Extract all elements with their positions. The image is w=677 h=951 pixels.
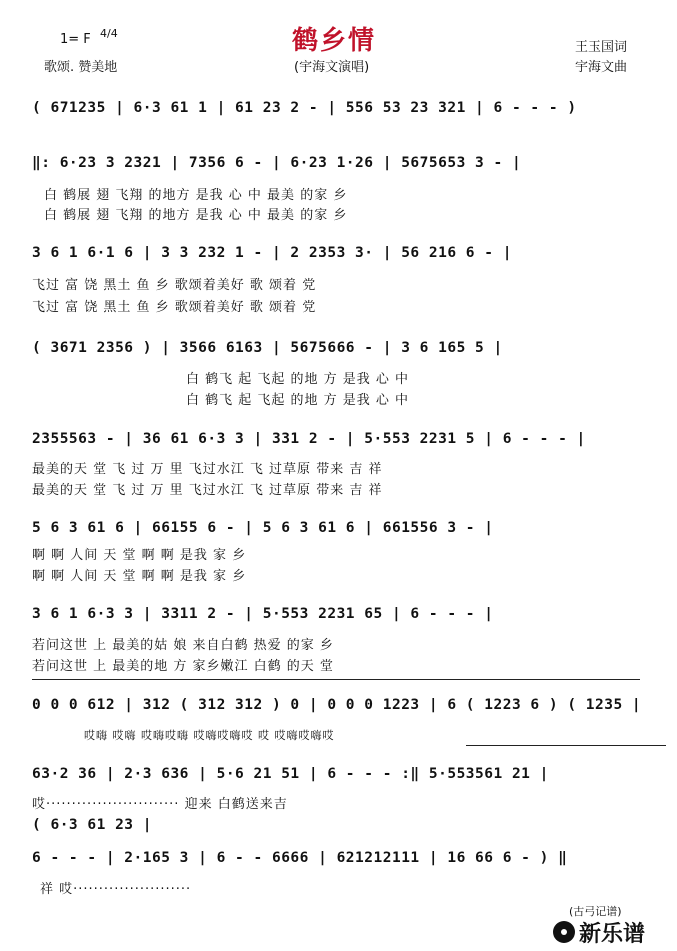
brand-logo: [553, 903, 673, 947]
score-system-11: 6 - - - | 2·165 3 | 6 - - 6666 | 621212111 | 16 66 6 - ) ‖: [32, 850, 568, 866]
lyric-line-2a: 白 鹤展 翅 飞翔 的地方 是我 心 中 最美 的家 乡: [44, 188, 348, 203]
score-system-1: ( 671235 | 6·3 61 1 | 61 23 2 - | 556 53 23 321 | 6 - - - ): [32, 100, 577, 116]
lyric-line-6a: 啊 啊 人间 天 堂 啊 啊 是我 家 乡: [32, 548, 247, 563]
score-system-2: ‖: 6·23 3 2321 | 7356 6 - | 6·23 1·26 | 5675653 3 - |: [32, 155, 522, 171]
lyric-line-3b: 飞过 富 饶 黑土 鱼 乡 歌颂着美好 歌 颂着 党: [32, 300, 317, 315]
score-system-5: 2355563 - | 36 61 6·3 3 | 331 2 - | 5·553 2231 5 | 6 - - - |: [32, 431, 586, 447]
lyric-line-4a: 白 鹤飞 起 飞起 的地 方 是我 心 中: [186, 372, 410, 387]
lyric-line-6b: 啊 啊 人间 天 堂 啊 啊 是我 家 乡: [32, 569, 247, 584]
song-title: 鹤乡情: [292, 26, 377, 56]
time-signature: 4/4: [100, 27, 118, 40]
brand-name: 新乐谱: [579, 922, 646, 947]
score-system-4: ( 3671 2356 ) | 3566 6163 | 5675666 - | 3 6 165 5 |: [32, 340, 503, 356]
key-signature: 1= F: [60, 32, 91, 47]
lyric-line-4b: 白 鹤飞 起 飞起 的地 方 是我 心 中: [186, 393, 410, 408]
volta-bracket-2: [466, 745, 666, 746]
record-disc-icon: [553, 921, 575, 943]
lyricist: 王玉国词: [575, 40, 628, 55]
lyric-line-7a: 若问这世 上 最美的姑 娘 来自白鹤 热爱 的家 乡: [32, 638, 334, 653]
performer: (宇海文演唱): [294, 60, 370, 75]
lyric-line-5a: 最美的天 堂 飞 过 万 里 飞过水江 飞 过草原 带来 吉 祥: [32, 462, 383, 477]
score-system-8: 0 0 0 612 | 312 ( 312 312 ) 0 | 0 0 0 1223 | 6 ( 1223 6 ) ( 1235 |: [32, 697, 642, 713]
composer: 宇海文曲: [575, 60, 628, 75]
score-system-3: 3 6 1 6·1 6 | 3 3 232 1 - | 2 2353 3· | 56 216 6 - |: [32, 245, 512, 261]
lyric-line-2b: 白 鹤展 翅 飞翔 的地方 是我 心 中 最美 的家 乡: [44, 208, 348, 223]
lyric-line-7b: 若问这世 上 最美的地 方 家乡嫩江 白鹤 的天 堂: [32, 659, 334, 674]
score-system-7: 3 6 1 6·3 3 | 3311 2 - | 5·553 2231 65 | 6 - - - |: [32, 606, 494, 622]
transcriber-credit: (古弓记谱): [569, 905, 622, 918]
lyric-line-3a: 飞过 富 饶 黑土 鱼 乡 歌颂着美好 歌 颂着 党: [32, 278, 317, 293]
style-marking: 歌颂. 赞美地: [44, 60, 118, 75]
lyric-line-9: 哎·························· 迎来 白鹤送来吉: [32, 797, 288, 812]
lyric-line-11: 祥 哎·······················: [40, 882, 192, 897]
score-system-9: 63·2 36 | 2·3 636 | 5·6 21 51 | 6 - - - :‖ 5·553561 21 |: [32, 766, 549, 782]
score-system-6: 5 6 3 61 6 | 66155 6 - | 5 6 3 61 6 | 661556 3 - |: [32, 520, 494, 536]
score-system-10: ( 6·3 61 23 |: [32, 817, 152, 833]
volta-bracket: [32, 679, 640, 680]
lyric-line-8: 哎嗨 哎嗨 哎嗨哎嗨 哎嗨哎嗨哎 哎 哎嗨哎嗨哎: [84, 729, 335, 742]
lyric-line-5b: 最美的天 堂 飞 过 万 里 飞过水江 飞 过草原 带来 吉 祥: [32, 483, 383, 498]
